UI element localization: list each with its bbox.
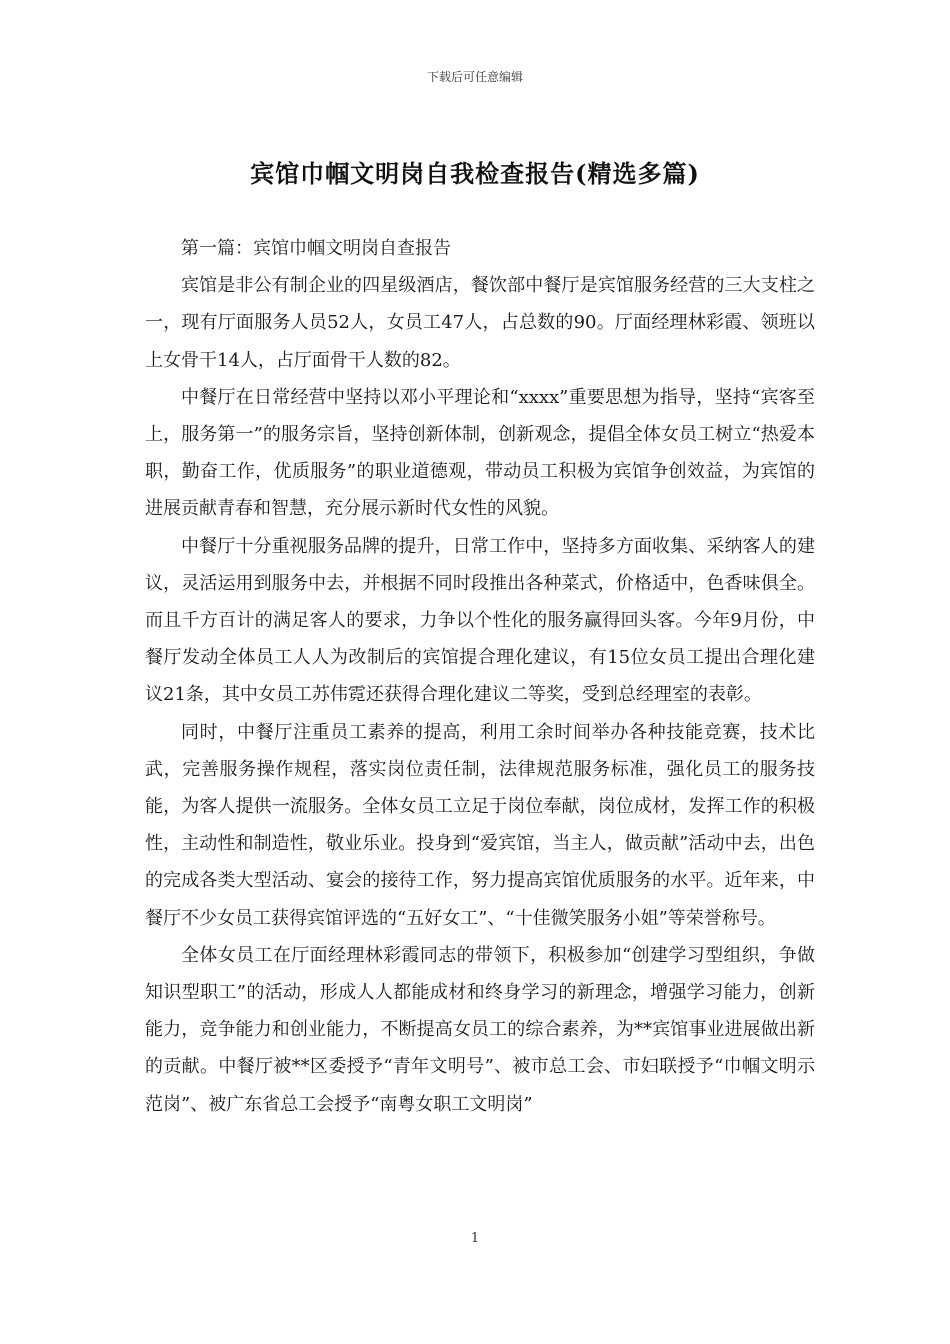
page-number: 1 xyxy=(470,1231,480,1246)
header-note: 下载后可任意编辑 xyxy=(426,70,523,84)
paragraph-4: 同时，中餐厅注重员工素养的提高，利用工余时间举办各种技能竞赛，技术比武，完善服务操作规程，落实岗位责任制，法律规范服务标准，强化员工的服务技能，为客人提供一流服务。全体女员工立足于岗位奉献，岗位成材，发挥工作的积极性，主动性和制造性，敬业乐业。投身到“爱宾馆，当主人，做贡献”活动中去，出色的完成各类大型活动、宴会的接待工作，努力提高宾馆优质服务的水平。近年来，中餐厅不少女员工获得宾馆评选的“五好女工”、“十佳微笑服务小姐”等荣誉称号。 xyxy=(145,721,815,929)
document-title: 宾馆巾帼文明岗自我检查报告(精选多篇) xyxy=(250,159,700,188)
paragraph-2: 中餐厅在日常经营中坚持以邓小平理论和“xxxx”重要思想为指导，坚持“宾客至上，服务第一”的服务宗旨，坚持创新体制，创新观念，提倡全体女员工树立“热爱本职，勤奋工作，优质服务”的职业道德观，带动员工积极为宾馆争创效益，为宾馆的进展贡献青春和智慧，充分展示新时代女性的风貌。 xyxy=(145,386,815,520)
paragraph-3: 中餐厅十分重视服务品牌的提升，日常工作中，坚持多方面收集、采纳客人的建议，灵活运用到服务中去，并根据不同时段推出各种菜式，价格适中，色香味俱全。而且千方百计的满足客人的要求，力争以个性化的服务赢得回头客。今年9月份，中餐厅发动全体员工人人为改制后的宾馆提合理化建议，有15位女员工提出合理化建议21条，其中女员工苏伟霓还获得合理化建议二等奖，受到总经理室的表彰。 xyxy=(145,535,815,706)
document-body xyxy=(145,230,815,1123)
paragraph-1: 宾馆是非公有制企业的四星级酒店，餐饮部中餐厅是宾馆服务经营的三大支柱之一，现有厅面服务人员52人，女员工47人，占总数的90。厅面经理林彩霞、领班以上女骨干14人，占厅面骨干人数的82。 xyxy=(145,275,815,371)
section-heading: 第一篇：宾馆巾帼文明岗自查报告 xyxy=(181,238,451,259)
paragraph-5: 全体女员工在厅面经理林彩霞同志的带领下，积极参加“创建学习型组织，争做知识型职工”的活动，形成人人都能成材和终身学习的新理念，增强学习能力，创新能力，竞争能力和创业能力，不断提高女员工的综合素养，为**宾馆事业进展做出新的贡献。中餐厅被**区委授予“青年文明号”、被市总工会、市妇联授予“巾帼文明示范岗”、被广东省总工会授予“南粤女职工文明岗” xyxy=(145,944,815,1115)
